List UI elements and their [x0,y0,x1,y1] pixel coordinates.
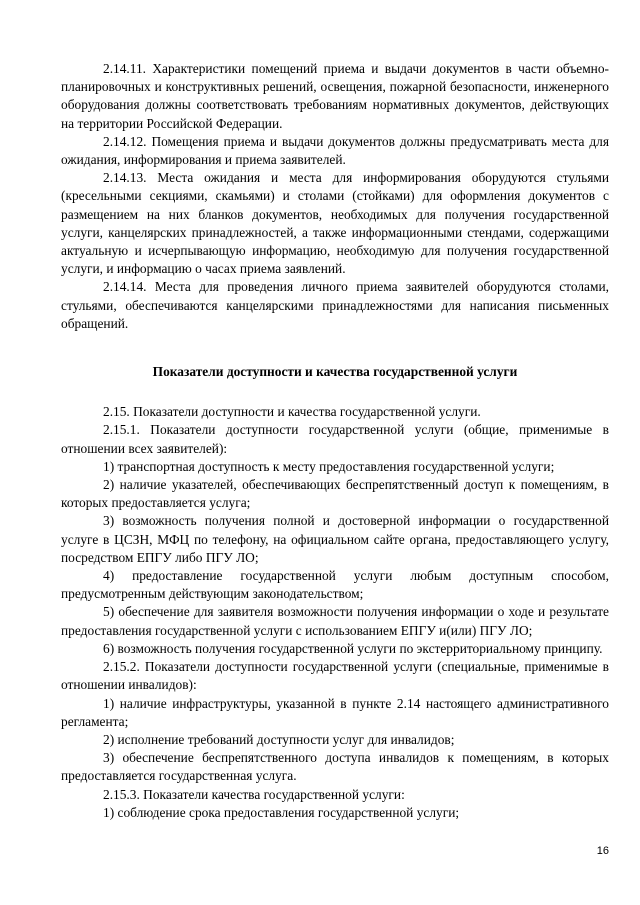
section-heading: Показатели доступности и качества государственной услуги [152,364,518,380]
paragraph-2-14-13: 2.14.13. Места ожидания и места для информирования оборудуются стульями (кресельными секциями, скамьями) и столами (стойками) для оформления документов с размещением на них бланков документов, необходимых для получения государственной услуги, канцелярских принадлежностей, а также информационными стендами, содержащими актуальную и исчерпывающую информацию, необходимую для получения государственной услуги, и информацию о часах приема заявлений. [61,170,609,277]
list-item: 2) наличие указателей, обеспечивающих беспрепятственный доступ к помещениям, в которых предоставляется услуга; [61,477,609,511]
paragraph-2-15-2: 2.15.2. Показатели доступности государственной услуги (специальные, применимые в отношении инвалидов): [61,659,609,693]
paragraph-2-14-11: 2.14.11. Характеристики помещений приема и выдачи документов в части объемно-планировочных и конструктивных решений, освещения, пожарной безопасности, инженерного оборудования должны соответствовать требованиям нормативных документов, действующих на территории Российской Федерации. [61,61,609,131]
list-item: 4) предоставление государственной услуги любым доступным способом, предусмотренным действующим законодательством; [61,568,609,602]
paragraph-2-15-3: 2.15.3. Показатели качества государственной услуги: [103,786,405,802]
list-item: 6) возможность получения государственной услуги по экстерриториальному принципу. [103,640,603,656]
paragraph-2-14-14: 2.14.14. Места для проведения личного приема заявителей оборудуются столами, стульями, обеспечиваются канцелярскими принадлежностями для написания письменных обращений. [61,279,609,331]
document-body [61,60,609,822]
list-item: 1) соблюдение срока предоставления государственной услуги; [103,804,460,820]
paragraph-2-15: 2.15. Показатели доступности и качества государственной услуги. [103,404,481,420]
page-number: 16 [596,845,609,857]
list-item: 1) наличие инфраструктуры, указанной в пункте 2.14 настоящего административного регламента; [61,695,609,729]
list-item: 1) транспортная доступность к месту предоставления государственной услуги; [103,458,555,474]
paragraph-2-15-1: 2.15.1. Показатели доступности государственной услуги (общие, применимые в отношении всех заявителей): [61,422,609,456]
paragraph-2-14-12: 2.14.12. Помещения приема и выдачи документов должны предусматривать места для ожидания, информирования и приема заявителей. [61,133,609,168]
list-item: 3) возможность получения полной и достоверной информации о государственной услуге в ЦСЗН, МФЦ по телефону, на официальном сайте органа, предоставляющего услугу, посредством ЕПГУ либо ПГУ ЛО; [61,513,609,565]
list-item: 5) обеспечение для заявителя возможности получения информации о ходе и результате предоставления государственной услуги с использованием ЕПГУ и(или) ПГУ ЛО; [61,604,609,638]
list-item: 2) исполнение требований доступности услуг для инвалидов; [103,731,455,747]
list-item: 3) обеспечение беспрепятственного доступа инвалидов к помещениям, в которых предоставляется государственная услуга. [61,750,609,784]
